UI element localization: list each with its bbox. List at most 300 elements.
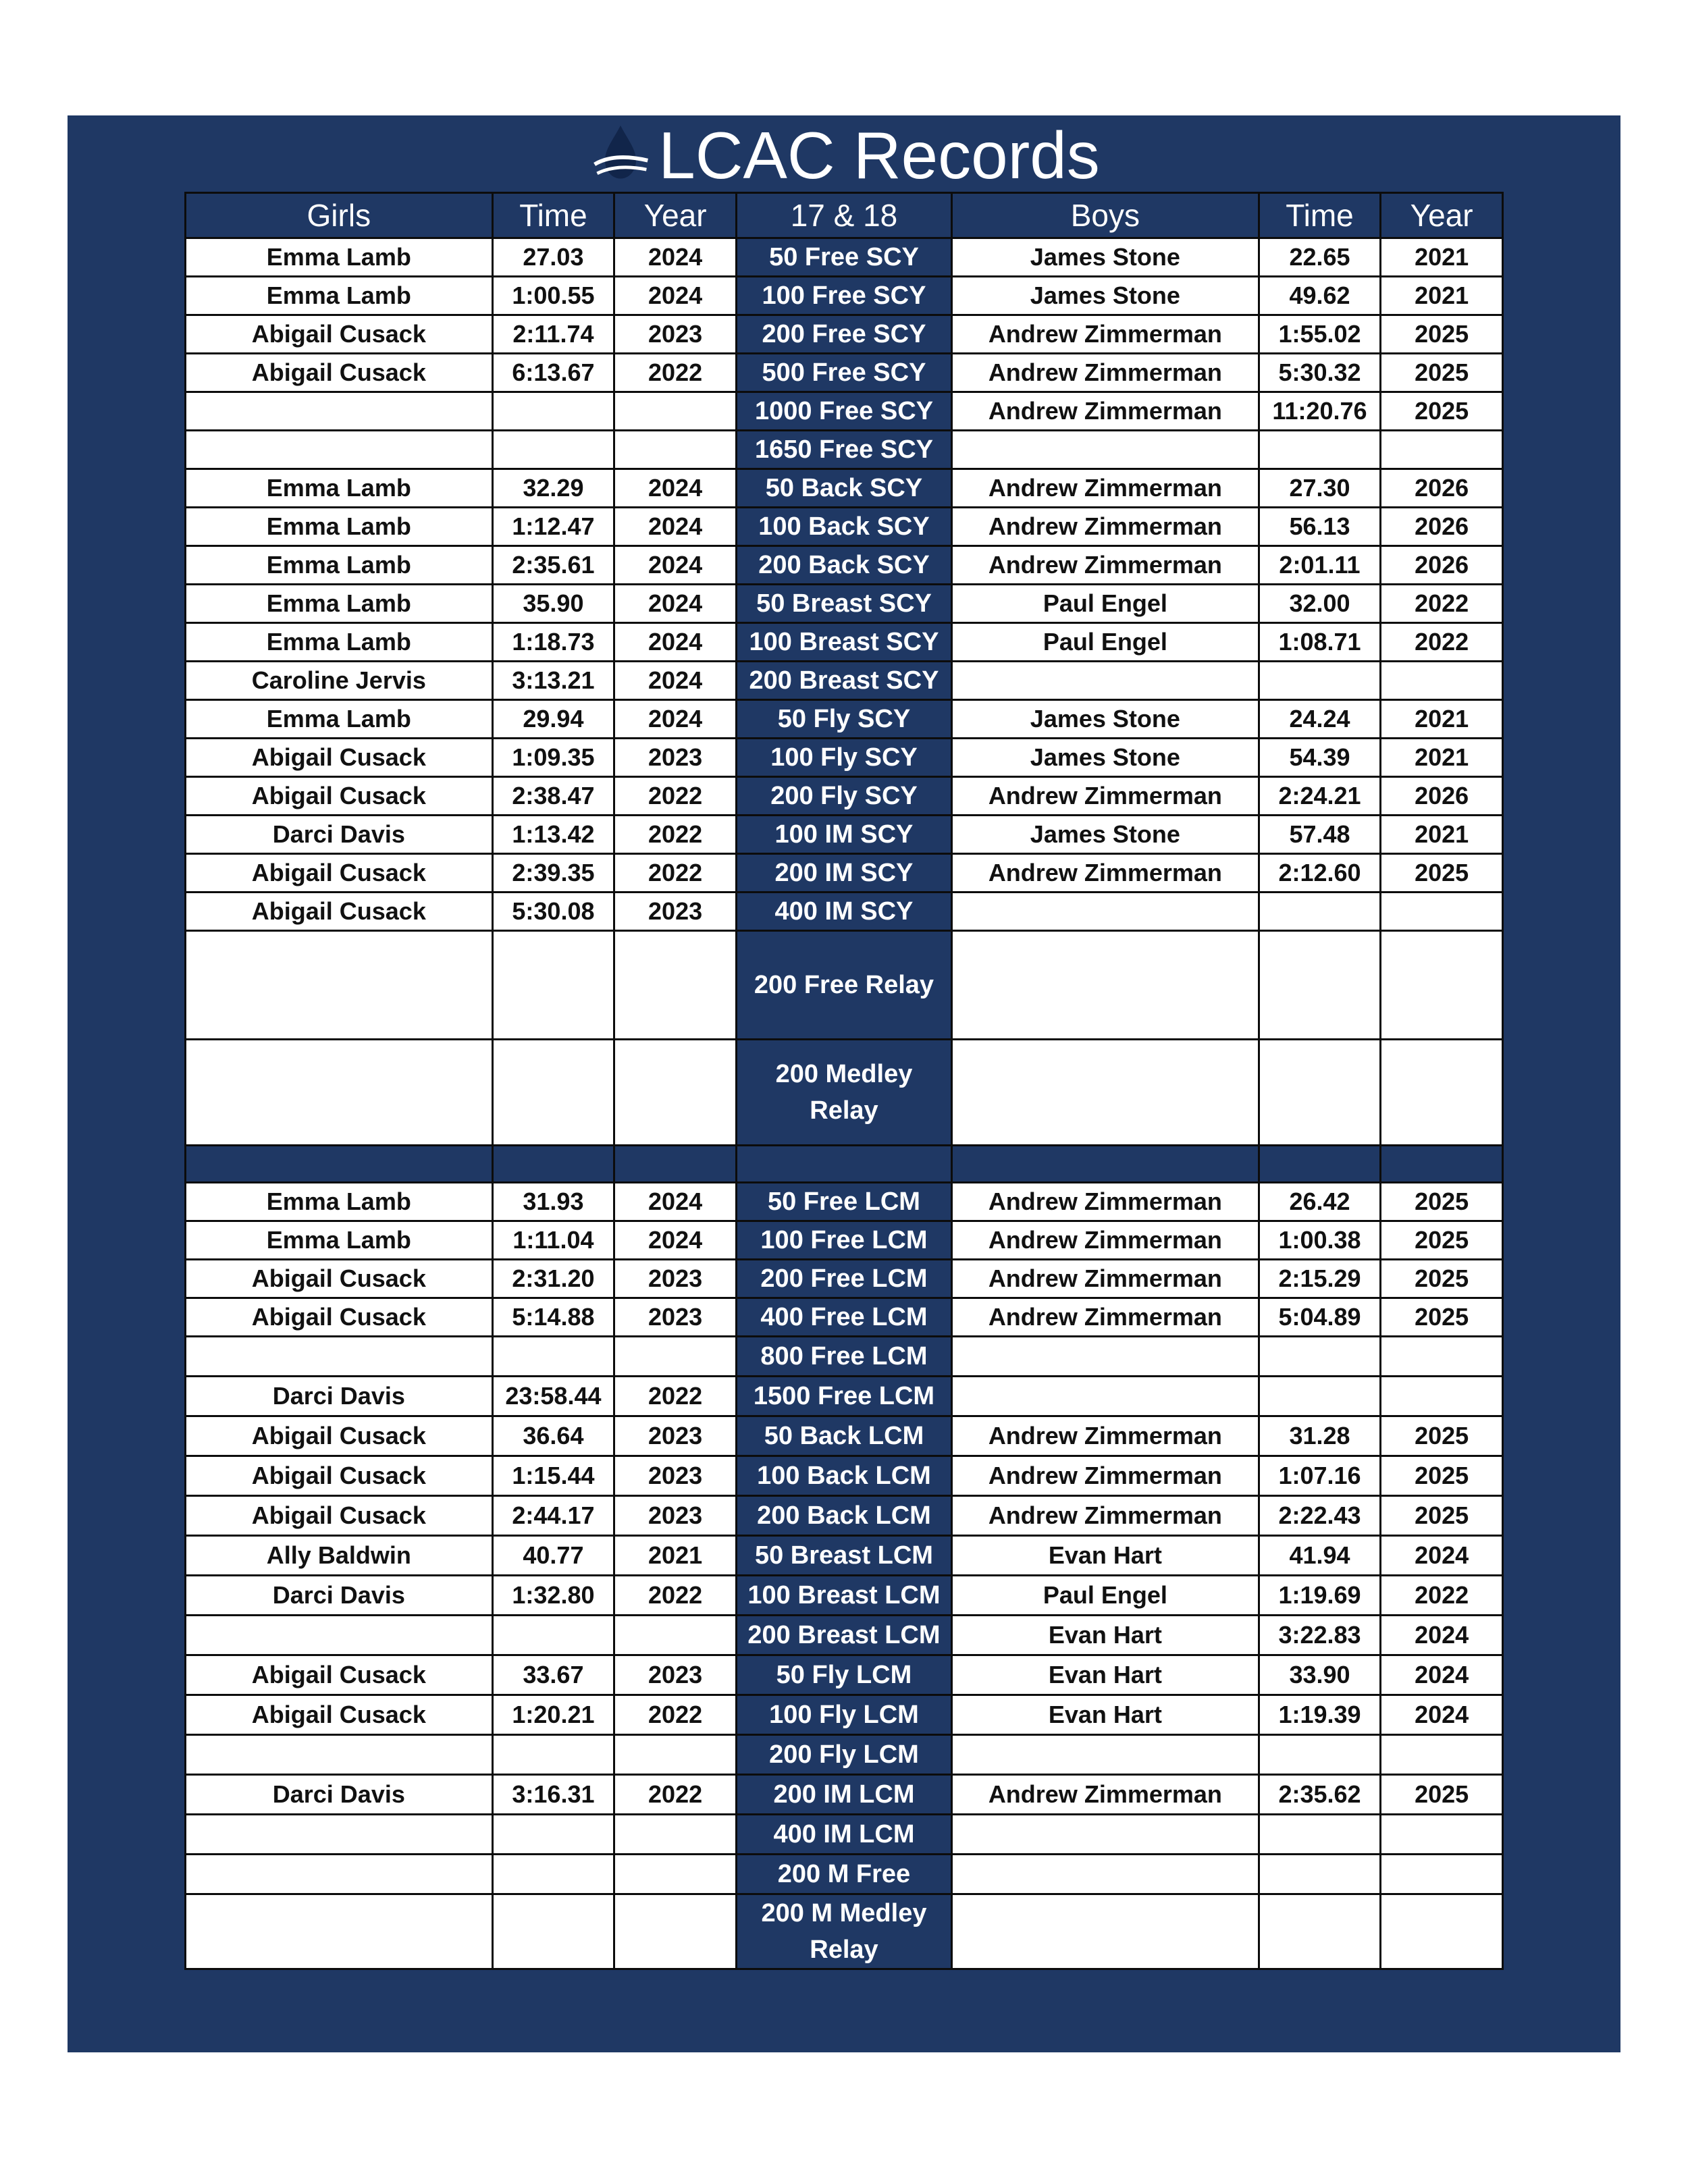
table-row: [186, 1456, 1503, 1496]
boy-name: James Stone: [952, 739, 1259, 777]
girl-time: [492, 1735, 614, 1775]
boy-name: James Stone: [952, 277, 1259, 315]
girl-name: [186, 1616, 493, 1655]
boy-time: 5:30.32: [1259, 354, 1381, 392]
boy-name: Andrew Zimmerman: [952, 508, 1259, 546]
table-row: [186, 1260, 1503, 1298]
boy-year: 2025: [1381, 1416, 1503, 1456]
event-name: 100 Breast SCY: [736, 623, 951, 662]
girl-year: [614, 1616, 737, 1655]
table-row: [186, 1221, 1503, 1260]
table-row: [186, 392, 1503, 431]
girl-time: 36.64: [492, 1416, 614, 1456]
girl-year: 2022: [614, 1695, 737, 1735]
table-row: [186, 1040, 1503, 1146]
boy-year: [1381, 1815, 1503, 1855]
table-row: [186, 1576, 1503, 1616]
girl-name: Emma Lamb: [186, 585, 493, 623]
boy-year: 2025: [1381, 392, 1503, 431]
event-name: 200 Free LCM: [736, 1260, 951, 1298]
boy-name: Evan Hart: [952, 1616, 1259, 1655]
boy-year: 2024: [1381, 1695, 1503, 1735]
table-row: [186, 1695, 1503, 1735]
boy-name: Andrew Zimmerman: [952, 1416, 1259, 1456]
girl-time: [492, 931, 614, 1040]
boy-time: [1259, 1815, 1381, 1855]
girl-year: 2024: [614, 1183, 737, 1221]
boy-year: 2025: [1381, 1260, 1503, 1298]
boy-year: 2025: [1381, 315, 1503, 354]
girl-time: 1:15.44: [492, 1456, 614, 1496]
girl-name: [186, 1894, 493, 1969]
table-row: [186, 700, 1503, 739]
event-name: 200 Free Relay: [736, 931, 951, 1040]
girl-name: Darci Davis: [186, 1576, 493, 1616]
boy-time: 1:08.71: [1259, 623, 1381, 662]
girl-year: 2024: [614, 623, 737, 662]
girl-year: [614, 931, 737, 1040]
girl-name: Emma Lamb: [186, 546, 493, 585]
girl-time: 2:35.61: [492, 546, 614, 585]
boy-name: [952, 662, 1259, 700]
girl-year: 2024: [614, 1221, 737, 1260]
boy-year: 2021: [1381, 816, 1503, 854]
girl-time: 2:38.47: [492, 777, 614, 816]
girl-name: Abigail Cusack: [186, 854, 493, 893]
table-row: [186, 585, 1503, 623]
page-title: [0, 119, 1688, 192]
table-row: [186, 1298, 1503, 1337]
boy-year: 2025: [1381, 1298, 1503, 1337]
boy-time: [1259, 893, 1381, 931]
girl-time: [492, 1815, 614, 1855]
boy-year: [1381, 431, 1503, 469]
boy-time: 11:20.76: [1259, 392, 1381, 431]
boy-time: 1:19.39: [1259, 1695, 1381, 1735]
girl-name: Emma Lamb: [186, 508, 493, 546]
event-name: 400 Free LCM: [736, 1298, 951, 1337]
event-name-text: 200 M Medley Relay: [761, 1899, 927, 1964]
boy-name: Andrew Zimmerman: [952, 1775, 1259, 1815]
records-table: [184, 192, 1504, 1970]
boy-name: [952, 893, 1259, 931]
boy-name: Paul Engel: [952, 1576, 1259, 1616]
girl-name: Abigail Cusack: [186, 777, 493, 816]
boy-time: 2:01.11: [1259, 546, 1381, 585]
boy-time: 54.39: [1259, 739, 1381, 777]
girl-name: Caroline Jervis: [186, 662, 493, 700]
girl-year: 2023: [614, 739, 737, 777]
event-name: 50 Fly SCY: [736, 700, 951, 739]
boy-time: [1259, 1040, 1381, 1146]
boy-time: [1259, 431, 1381, 469]
girl-name: Emma Lamb: [186, 623, 493, 662]
boy-time: 5:04.89: [1259, 1298, 1381, 1337]
girl-time: 6:13.67: [492, 354, 614, 392]
water-drop-logo-icon: [588, 122, 653, 189]
boy-year: [1381, 1040, 1503, 1146]
girl-year: 2024: [614, 469, 737, 508]
boy-name: Andrew Zimmerman: [952, 469, 1259, 508]
event-name: 100 Fly SCY: [736, 739, 951, 777]
table-row: [186, 1496, 1503, 1536]
girl-time: 5:30.08: [492, 893, 614, 931]
girl-name: Emma Lamb: [186, 469, 493, 508]
boy-name: Paul Engel: [952, 623, 1259, 662]
girl-time: [492, 1894, 614, 1969]
event-name: 100 IM SCY: [736, 816, 951, 854]
girl-name: Emma Lamb: [186, 1221, 493, 1260]
girl-name: Abigail Cusack: [186, 893, 493, 931]
boy-year: 2021: [1381, 739, 1503, 777]
boy-year: [1381, 1735, 1503, 1775]
boy-name: Andrew Zimmerman: [952, 1260, 1259, 1298]
boy-name: Andrew Zimmerman: [952, 777, 1259, 816]
table-row: [186, 931, 1503, 1040]
girl-year: 2023: [614, 315, 737, 354]
girl-name: [186, 1855, 493, 1894]
girl-time: [492, 1616, 614, 1655]
event-name: 50 Breast SCY: [736, 585, 951, 623]
girl-time: 40.77: [492, 1536, 614, 1576]
event-name: 100 Back SCY: [736, 508, 951, 546]
girl-name: Abigail Cusack: [186, 315, 493, 354]
boys-time-header: Time: [1259, 193, 1381, 238]
boy-year: [1381, 893, 1503, 931]
event-name: 500 Free SCY: [736, 354, 951, 392]
boy-name: [952, 931, 1259, 1040]
girl-name: Abigail Cusack: [186, 1695, 493, 1735]
event-name: 200 Back SCY: [736, 546, 951, 585]
boy-year: 2026: [1381, 469, 1503, 508]
boy-time: 2:15.29: [1259, 1260, 1381, 1298]
girl-year: [614, 431, 737, 469]
boy-name: Andrew Zimmerman: [952, 1298, 1259, 1337]
girl-name: Abigail Cusack: [186, 739, 493, 777]
boy-time: [1259, 1377, 1381, 1416]
boy-name: [952, 1040, 1259, 1146]
boy-time: 3:22.83: [1259, 1616, 1381, 1655]
boy-time: [1259, 1894, 1381, 1969]
girl-name: Emma Lamb: [186, 238, 493, 277]
boy-time: 56.13: [1259, 508, 1381, 546]
event-name: 200 IM SCY: [736, 854, 951, 893]
event-name: 50 Back SCY: [736, 469, 951, 508]
event-name: 100 Breast LCM: [736, 1576, 951, 1616]
girl-time: 1:32.80: [492, 1576, 614, 1616]
girl-time: 1:12.47: [492, 508, 614, 546]
boy-year: 2025: [1381, 1183, 1503, 1221]
table-row: [186, 893, 1503, 931]
girl-time: 1:13.42: [492, 816, 614, 854]
girl-time: 33.67: [492, 1655, 614, 1695]
girl-name: Darci Davis: [186, 816, 493, 854]
girl-year: [614, 1337, 737, 1377]
boy-year: [1381, 662, 1503, 700]
boy-year: 2022: [1381, 623, 1503, 662]
event-name: 100 Free LCM: [736, 1221, 951, 1260]
event-name: 400 IM SCY: [736, 893, 951, 931]
table-row: [186, 739, 1503, 777]
boy-year: [1381, 1894, 1503, 1969]
table-row: [186, 1377, 1503, 1416]
boy-year: 2021: [1381, 277, 1503, 315]
table-row: [186, 315, 1503, 354]
girl-time: 31.93: [492, 1183, 614, 1221]
girl-time: 5:14.88: [492, 1298, 614, 1337]
boy-year: [1381, 1855, 1503, 1894]
event-name: 200 Free SCY: [736, 315, 951, 354]
boy-name: Andrew Zimmerman: [952, 546, 1259, 585]
girl-year: [614, 392, 737, 431]
event-name: 200 Breast LCM: [736, 1616, 951, 1655]
girl-year: [614, 1894, 737, 1969]
girl-name: Abigail Cusack: [186, 1260, 493, 1298]
event-name: 200 M Free: [736, 1855, 951, 1894]
boy-time: 2:35.62: [1259, 1775, 1381, 1815]
girl-name: Abigail Cusack: [186, 1298, 493, 1337]
girl-year: 2023: [614, 1260, 737, 1298]
event-name: [736, 1040, 951, 1146]
title-text: LCAC Records: [658, 118, 1100, 192]
girl-year: [614, 1815, 737, 1855]
girl-name: Darci Davis: [186, 1775, 493, 1815]
girl-year: 2022: [614, 1576, 737, 1616]
girl-year: [614, 1040, 737, 1146]
table-row: [186, 854, 1503, 893]
boy-name: Andrew Zimmerman: [952, 1221, 1259, 1260]
girl-time: 2:11.74: [492, 315, 614, 354]
table-row: [186, 469, 1503, 508]
boy-time: 26.42: [1259, 1183, 1381, 1221]
table-row: [186, 662, 1503, 700]
boy-name: Evan Hart: [952, 1655, 1259, 1695]
boy-time: 27.30: [1259, 469, 1381, 508]
girl-name: Emma Lamb: [186, 277, 493, 315]
girl-time: 27.03: [492, 238, 614, 277]
girl-time: 1:09.35: [492, 739, 614, 777]
boy-time: 24.24: [1259, 700, 1381, 739]
girl-year: 2024: [614, 546, 737, 585]
girl-year: 2024: [614, 700, 737, 739]
section-divider: [186, 1146, 1503, 1183]
girl-year: 2022: [614, 777, 737, 816]
event-name: 1500 Free LCM: [736, 1377, 951, 1416]
table-row: [186, 277, 1503, 315]
table-row: [186, 1337, 1503, 1377]
boy-time: 31.28: [1259, 1416, 1381, 1456]
boy-year: 2022: [1381, 1576, 1503, 1616]
boy-year: 2026: [1381, 777, 1503, 816]
boy-year: 2026: [1381, 546, 1503, 585]
boy-time: [1259, 662, 1381, 700]
girl-year: 2023: [614, 1496, 737, 1536]
boy-name: Evan Hart: [952, 1536, 1259, 1576]
table-row: [186, 1616, 1503, 1655]
boy-name: Evan Hart: [952, 1695, 1259, 1735]
table-row: [186, 1735, 1503, 1775]
age-group-header: 17 & 18: [736, 193, 951, 238]
boy-time: 2:24.21: [1259, 777, 1381, 816]
boy-year: 2025: [1381, 354, 1503, 392]
girl-year: 2023: [614, 1298, 737, 1337]
girl-name: Abigail Cusack: [186, 1416, 493, 1456]
boy-year: 2026: [1381, 508, 1503, 546]
girl-time: 1:00.55: [492, 277, 614, 315]
event-name: 200 Fly LCM: [736, 1735, 951, 1775]
girl-name: Ally Baldwin: [186, 1536, 493, 1576]
girl-name: Abigail Cusack: [186, 1456, 493, 1496]
table-row: [186, 546, 1503, 585]
boy-year: [1381, 1337, 1503, 1377]
table-row: [186, 431, 1503, 469]
girl-name: Abigail Cusack: [186, 354, 493, 392]
girl-name: [186, 392, 493, 431]
girl-year: 2024: [614, 277, 737, 315]
table-row: [186, 1416, 1503, 1456]
boy-name: [952, 1815, 1259, 1855]
girl-time: 23:58.44: [492, 1377, 614, 1416]
girl-time: 2:39.35: [492, 854, 614, 893]
girl-time: [492, 1855, 614, 1894]
boy-name: Andrew Zimmerman: [952, 354, 1259, 392]
table-row: [186, 1183, 1503, 1221]
event-name: 1650 Free SCY: [736, 431, 951, 469]
girl-time: 1:20.21: [492, 1695, 614, 1735]
table-row: [186, 1775, 1503, 1815]
boy-name: Andrew Zimmerman: [952, 1456, 1259, 1496]
girls-year-header: Year: [614, 193, 737, 238]
boy-name: Paul Engel: [952, 585, 1259, 623]
girl-year: 2023: [614, 893, 737, 931]
event-name: [736, 1894, 951, 1969]
table-row: [186, 508, 1503, 546]
girl-time: 3:16.31: [492, 1775, 614, 1815]
event-name: 50 Free LCM: [736, 1183, 951, 1221]
event-name: 100 Back LCM: [736, 1456, 951, 1496]
boy-year: 2024: [1381, 1616, 1503, 1655]
event-name: 200 IM LCM: [736, 1775, 951, 1815]
boy-name: Andrew Zimmerman: [952, 854, 1259, 893]
boy-name: James Stone: [952, 700, 1259, 739]
table-row: [186, 1536, 1503, 1576]
girl-time: [492, 392, 614, 431]
boy-year: 2025: [1381, 854, 1503, 893]
event-name: 50 Fly LCM: [736, 1655, 951, 1695]
girl-year: 2022: [614, 1377, 737, 1416]
girl-name: [186, 931, 493, 1040]
girl-time: 35.90: [492, 585, 614, 623]
girl-time: 1:18.73: [492, 623, 614, 662]
boys-year-header: Year: [1381, 193, 1503, 238]
event-name-text: 200 Medley Relay: [775, 1060, 913, 1125]
girl-name: [186, 1040, 493, 1146]
boy-time: 1:55.02: [1259, 315, 1381, 354]
event-name: 200 Back LCM: [736, 1496, 951, 1536]
girl-time: [492, 1337, 614, 1377]
boy-time: 22.65: [1259, 238, 1381, 277]
event-name: 400 IM LCM: [736, 1815, 951, 1855]
table-row: [186, 1855, 1503, 1894]
boy-year: [1381, 1377, 1503, 1416]
girl-name: [186, 1735, 493, 1775]
header-row: [186, 193, 1503, 238]
table-row: [186, 623, 1503, 662]
table-row: [186, 354, 1503, 392]
boy-name: [952, 1894, 1259, 1969]
boy-time: [1259, 1337, 1381, 1377]
boy-year: 2021: [1381, 700, 1503, 739]
boy-year: 2024: [1381, 1536, 1503, 1576]
table-row: [186, 238, 1503, 277]
girl-year: 2024: [614, 585, 737, 623]
boy-time: 1:07.16: [1259, 1456, 1381, 1496]
girl-time: 32.29: [492, 469, 614, 508]
girl-name: [186, 431, 493, 469]
boy-year: 2025: [1381, 1496, 1503, 1536]
girl-name: [186, 1337, 493, 1377]
girl-year: [614, 1855, 737, 1894]
table-row: [186, 777, 1503, 816]
boy-name: [952, 1377, 1259, 1416]
event-name: 200 Fly SCY: [736, 777, 951, 816]
table-row: [186, 816, 1503, 854]
boy-year: 2025: [1381, 1775, 1503, 1815]
girl-name: Abigail Cusack: [186, 1496, 493, 1536]
boy-year: 2022: [1381, 585, 1503, 623]
boy-time: 41.94: [1259, 1536, 1381, 1576]
event-name: 800 Free LCM: [736, 1337, 951, 1377]
girl-year: 2023: [614, 1456, 737, 1496]
girl-year: 2022: [614, 1775, 737, 1815]
boy-name: Andrew Zimmerman: [952, 392, 1259, 431]
girl-year: [614, 1735, 737, 1775]
girl-year: 2023: [614, 1655, 737, 1695]
boy-year: 2025: [1381, 1221, 1503, 1260]
boy-time: 49.62: [1259, 277, 1381, 315]
boy-time: 1:19.69: [1259, 1576, 1381, 1616]
girl-name: Emma Lamb: [186, 1183, 493, 1221]
event-name: 100 Free SCY: [736, 277, 951, 315]
table-row: [186, 1815, 1503, 1855]
boy-year: 2025: [1381, 1456, 1503, 1496]
boy-name: James Stone: [952, 238, 1259, 277]
event-name: 200 Breast SCY: [736, 662, 951, 700]
boys-header: Boys: [952, 193, 1259, 238]
girl-name: Darci Davis: [186, 1377, 493, 1416]
girl-time: 29.94: [492, 700, 614, 739]
boy-name: [952, 1337, 1259, 1377]
boy-name: Andrew Zimmerman: [952, 315, 1259, 354]
girls-time-header: Time: [492, 193, 614, 238]
girl-time: 2:31.20: [492, 1260, 614, 1298]
boy-year: 2024: [1381, 1655, 1503, 1695]
girl-year: 2024: [614, 238, 737, 277]
boy-name: James Stone: [952, 816, 1259, 854]
girl-year: 2022: [614, 354, 737, 392]
girl-name: Abigail Cusack: [186, 1655, 493, 1695]
boy-time: 1:00.38: [1259, 1221, 1381, 1260]
boy-time: [1259, 1855, 1381, 1894]
table-row: [186, 1894, 1503, 1969]
event-name: 100 Fly LCM: [736, 1695, 951, 1735]
girl-time: 1:11.04: [492, 1221, 614, 1260]
boy-name: Andrew Zimmerman: [952, 1496, 1259, 1536]
girl-time: [492, 1040, 614, 1146]
boy-name: [952, 1855, 1259, 1894]
girl-time: 3:13.21: [492, 662, 614, 700]
boy-time: 2:12.60: [1259, 854, 1381, 893]
